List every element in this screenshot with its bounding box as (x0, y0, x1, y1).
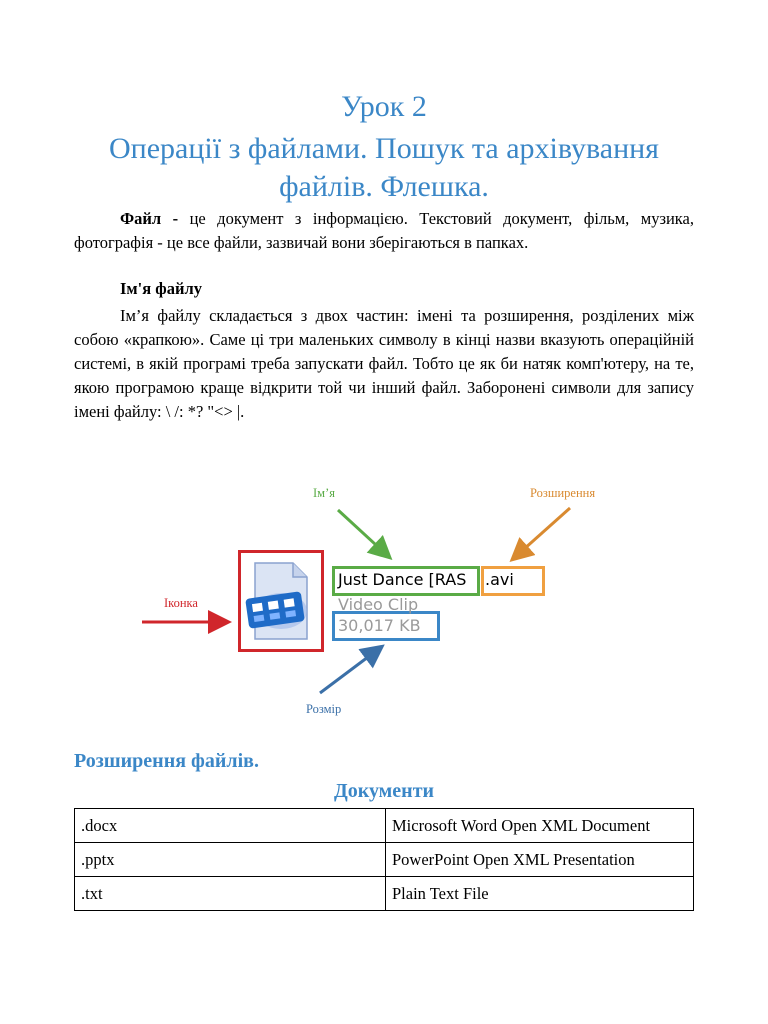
extension-label: Розширення (530, 486, 596, 500)
video-file-icon (241, 553, 321, 649)
intro-text: це документ з інформацією. Текстовий документ, фільм, музика, фотографія - це все файли, зазвичай вони зберігаються в папках. (74, 209, 695, 252)
filename-heading: Ім'я файлу (120, 279, 202, 298)
file-term: Файл - (120, 209, 179, 228)
intro-paragraph (74, 207, 694, 255)
table-row (75, 877, 694, 911)
lesson-subtitle-line1: Операції з файлами. Пошук та архівування (109, 132, 659, 165)
icon-label: Іконка (164, 596, 198, 610)
name-arrow (338, 510, 388, 556)
extension-cell: .docx (75, 809, 386, 843)
description-cell: Microsoft Word Open XML Document (386, 809, 694, 843)
lesson-title: Урок 2 (341, 90, 427, 123)
extension-cell: .txt (75, 877, 386, 911)
file-name-text: Just Dance [RAS (338, 570, 467, 589)
extension-arrow (514, 508, 570, 558)
name-label: Ім’я (313, 486, 335, 500)
table-row (75, 843, 694, 877)
description-cell: Plain Text File (386, 877, 694, 911)
size-label: Розмір (306, 702, 342, 716)
description-cell: PowerPoint Open XML Presentation (386, 843, 694, 877)
table-row (75, 809, 694, 843)
filename-text: Ім’я файлу складається з двох частин: імені та розширення, розділених між собою «крапкою». Саме ці три маленьких символу в кінці назви вказують операційній системі, в якій програмі треба запускати файл. Тобто це як би натяк комп'ютеру, на те, якою програмою краще відкрити той чи інший файл. Заборонені символи для запису імені файлу: \ /: *? "<> |. (74, 306, 694, 421)
file-size-text: 30,017 KB (338, 616, 421, 635)
file-type-text: Video Clip (338, 595, 419, 614)
extensions-table (74, 808, 694, 911)
file-extension-text: .avi (485, 570, 514, 589)
filename-diagram (130, 478, 630, 728)
extensions-heading: Розширення файлів. (74, 750, 259, 772)
filename-paragraph (74, 304, 694, 424)
icon-frame (238, 550, 324, 652)
extension-cell: .pptx (75, 843, 386, 877)
documents-subheading: Документи (333, 780, 435, 802)
lesson-subtitle-line2: файлів. Флешка. (279, 170, 489, 203)
size-arrow (320, 648, 380, 693)
